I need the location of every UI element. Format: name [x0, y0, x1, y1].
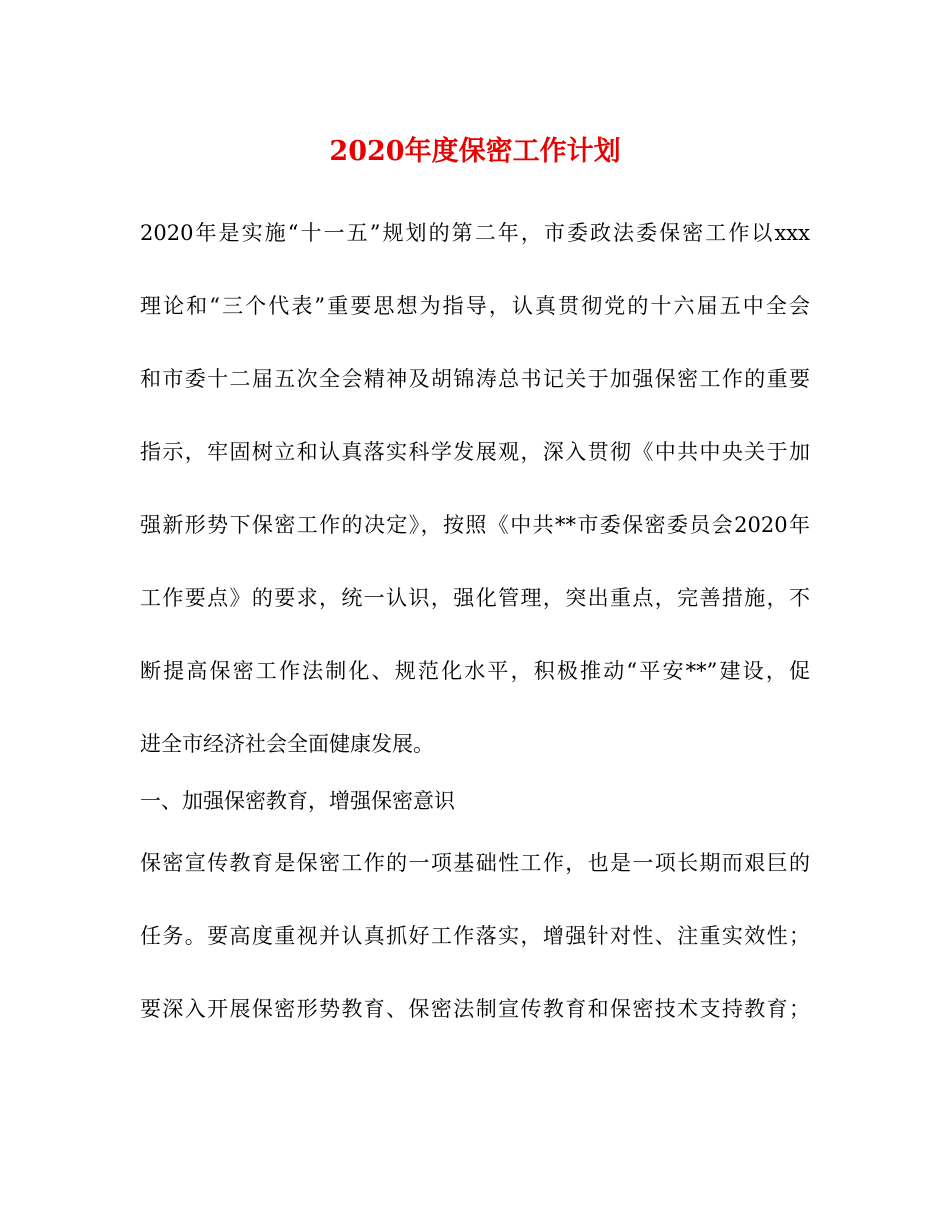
paragraph-line: 指示，牢固树立和认真落实科学发展观，深入贯彻《中共中央关于加 [140, 440, 810, 464]
paragraph-line: 强新形势下保密工作的决定》，按照《中共**市委保密委员会2020年 [140, 513, 810, 537]
paragraph-line: 和市委十二届五次全会精神及胡锦涛总书记关于加强保密工作的重要 [140, 367, 810, 391]
document-title: 2020年度保密工作计划 [329, 136, 621, 167]
section-heading: 一、加强保密教育，增强保密意识 [140, 789, 455, 813]
paragraph-line: 2020年是实施“十一五”规划的第二年，市委政法委保密工作以xxx [140, 221, 810, 245]
paragraph-line: 理论和“三个代表”重要思想为指导，认真贯彻党的十六届五中全会 [140, 294, 810, 318]
paragraph-line: 任务。要高度重视并认真抓好工作落实，增强针对性、注重实效性； [140, 924, 810, 948]
paragraph-line: 断提高保密工作法制化、规范化水平，积极推动“平安**”建设，促 [140, 659, 810, 683]
paragraph-line: 工作要点》的要求，统一认识，强化管理，突出重点，完善措施，不 [140, 586, 810, 610]
paragraph-line: 要深入开展保密形势教育、保密法制宣传教育和保密技术支持教育； [140, 997, 810, 1021]
paragraph-line: 进全市经济社会全面健康发展。 [140, 732, 434, 756]
paragraph-line: 保密宣传教育是保密工作的一项基础性工作，也是一项长期而艰巨的 [140, 851, 810, 875]
